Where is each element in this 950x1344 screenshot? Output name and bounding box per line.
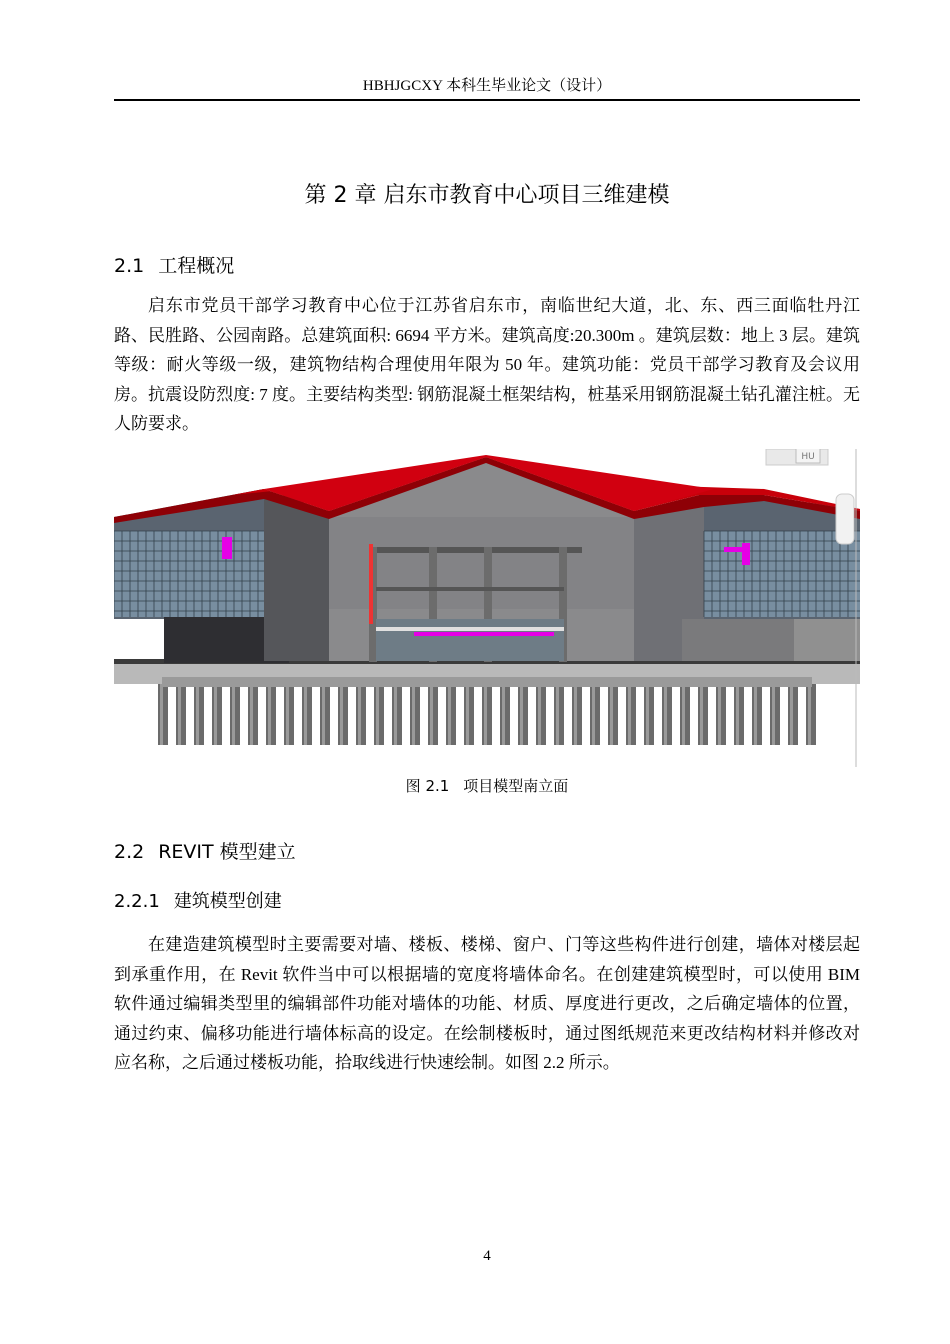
pile-highlight [232, 681, 235, 745]
section-heading-2-1 [114, 253, 234, 279]
pile-highlight [412, 681, 415, 745]
pile-highlight [304, 681, 307, 745]
pile-highlight [286, 681, 289, 745]
section-number: 2.2 [114, 841, 145, 863]
pile-highlight [196, 681, 199, 745]
pile-highlight [592, 681, 595, 745]
section-heading-2-2-1 [114, 889, 282, 915]
figure-caption-text: 项目模型南立面 [463, 777, 569, 795]
pile-highlight [214, 681, 217, 745]
pile-highlight [358, 681, 361, 745]
pile-highlight [250, 681, 253, 745]
pile-highlight [448, 681, 451, 745]
page-number: 4 [483, 1248, 491, 1264]
figure-number: 图 2.1 [405, 777, 450, 795]
pile-highlight [394, 681, 397, 745]
pile-highlight [682, 681, 685, 745]
paragraph-architecture-model: 在建造建筑模型时主要需要对墙、楼板、楼梯、窗户、门等这些构件进行创建，墙体对楼层起到承重作用，在 Revit 软件当中可以根据墙的宽度将墙体命名。在创建建筑模型时，可以使用 BIM 软件通过编辑类型里的编辑部件功能对墙体的功能、材质、厚度进行更改，之后确定墙体的位置，通过约束、偏移功能进行墙体标高的设定。在绘制楼板时，通过图纸规范来更改结构材料并修改对应名称，之后通过楼板功能，拾取线进行快速绘制。如图 2.2 所示。 [114, 935, 860, 1072]
pile-foundations [158, 681, 816, 745]
section-title: 建筑模型创建 [173, 891, 282, 912]
pile-highlight [574, 681, 577, 745]
pile-highlight [520, 681, 523, 745]
pile-highlight [628, 681, 631, 745]
figure-south-elevation [114, 449, 860, 767]
pile-highlight [430, 681, 433, 745]
header-rule [114, 99, 860, 101]
pile-highlight [322, 681, 325, 745]
paragraph-project-overview: 启东市党员干部学习教育中心位于江苏省启东市，南临世纪大道，北、东、西三面临牡丹江路、民胜路、公园南路。总建筑面积: 6694 平方米。建筑高度:20.300m 。建筑层数：地上 3 层。建筑等级：耐火等级一级，建筑物结构合理使用年限为 50 年。建筑功能：党员干部学习教育及会议用房。抗震设防烈度: 7 度。主要结构类型: 钢筋混凝土框架结构，桩基采用钢筋混凝土钻孔灌注桩。无人防要求。 [114, 296, 860, 433]
pile-highlight [646, 681, 649, 745]
pile-highlight [376, 681, 379, 745]
pile-highlight [160, 681, 163, 745]
pile-highlight [664, 681, 667, 745]
pile-highlight [538, 681, 541, 745]
pile-highlight [700, 681, 703, 745]
pile-highlight [178, 681, 181, 745]
section-heading-2-2 [114, 839, 296, 865]
pile-highlight [610, 681, 613, 745]
pile-highlight [268, 681, 271, 745]
pile-highlight [772, 681, 775, 745]
viewcube-label: HU [801, 452, 815, 462]
section-number: 2.2.1 [114, 891, 160, 912]
pile-highlight [340, 681, 343, 745]
pile-highlight [808, 681, 811, 745]
section-title: 工程概况 [158, 255, 235, 277]
pile-highlight [754, 681, 757, 745]
pile-highlight [502, 681, 505, 745]
section-number: 2.1 [114, 255, 145, 277]
figure-caption [114, 776, 860, 796]
pile-highlight [736, 681, 739, 745]
pile-highlight [556, 681, 559, 745]
chapter-title: 第 2 章 启东市教育中心项目三维建模 [304, 183, 670, 208]
page-header: HBHJGCXY 本科生毕业论文（设计） [362, 78, 612, 94]
pile-highlight [718, 681, 721, 745]
pile-highlight [484, 681, 487, 745]
pile-highlight [790, 681, 793, 745]
pile-highlight [466, 681, 469, 745]
south-elevation-model-image [114, 449, 860, 767]
section-title: REVIT 模型建立 [158, 841, 296, 863]
